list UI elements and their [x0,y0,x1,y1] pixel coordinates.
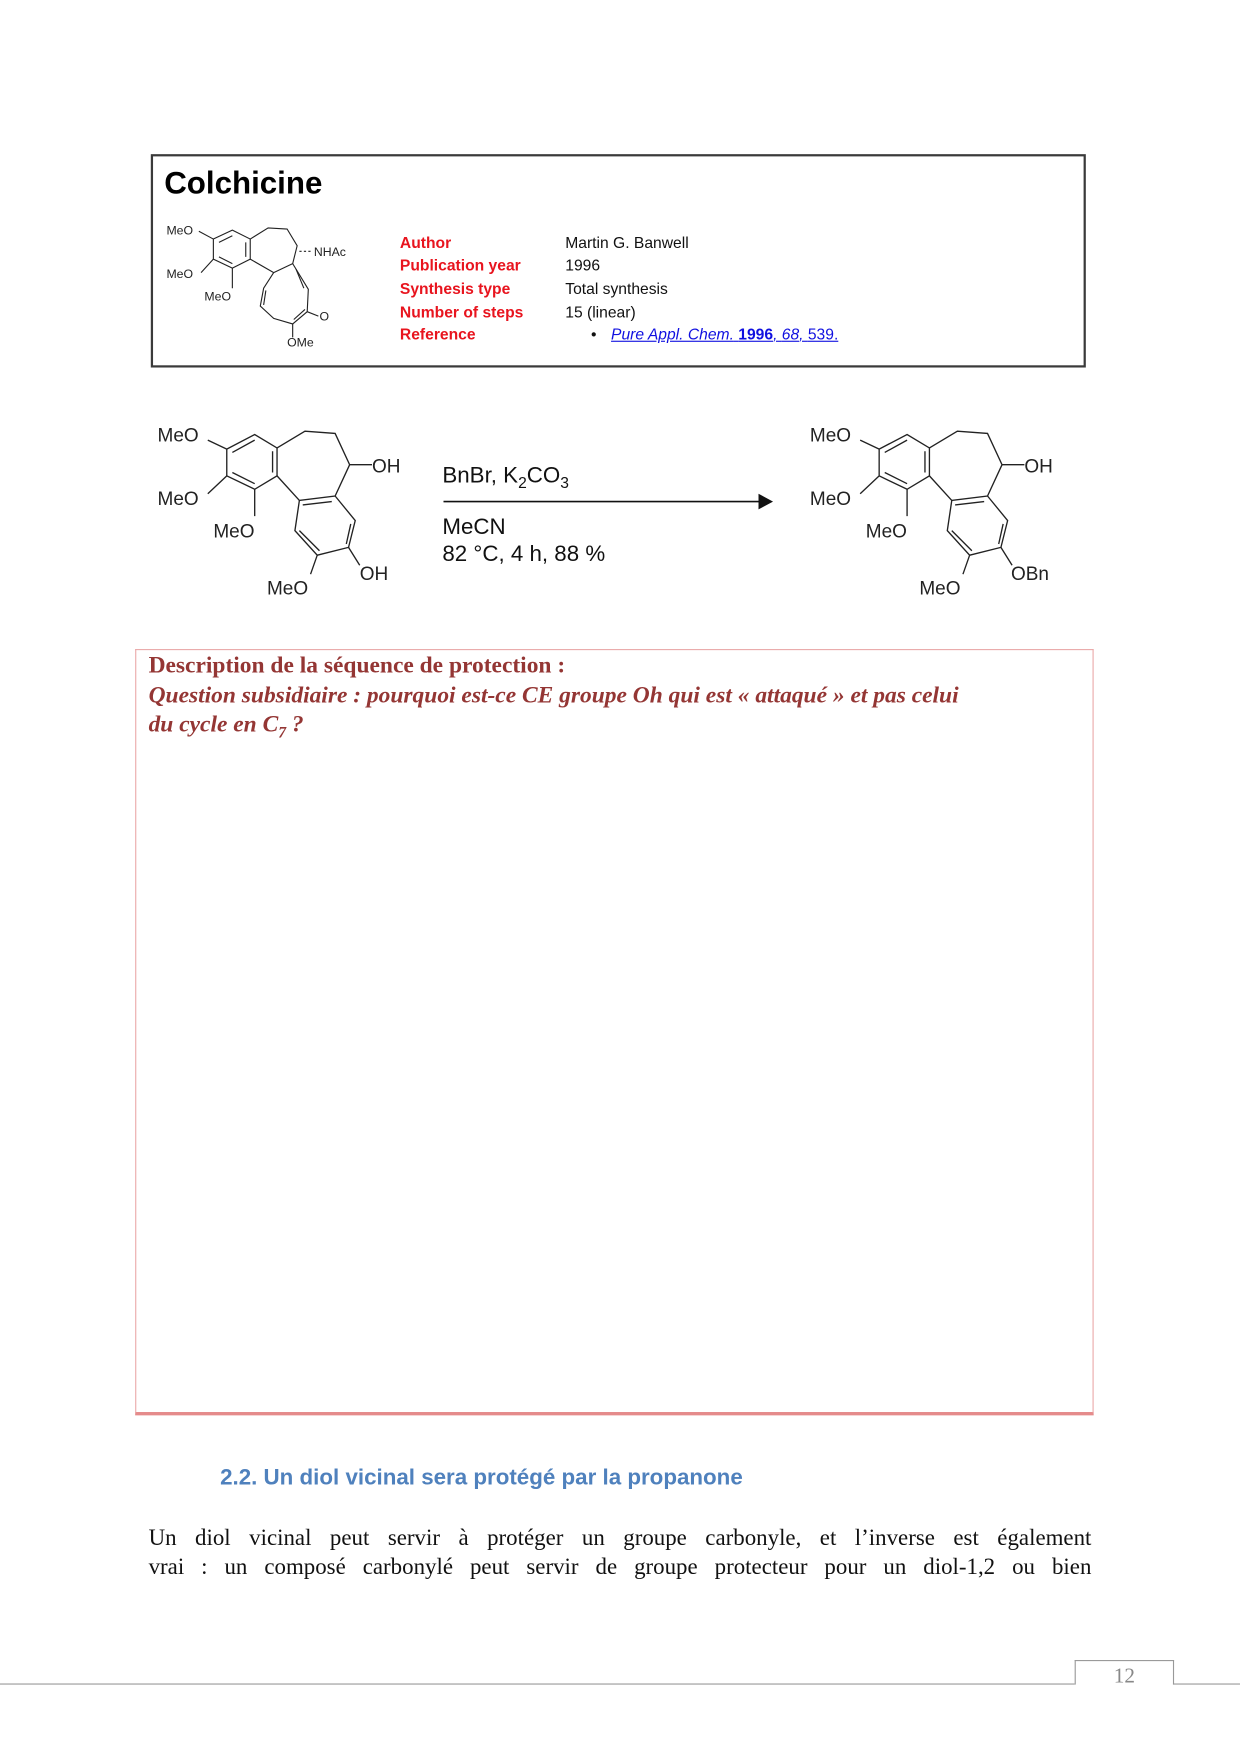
card-title: Colchicine [164,165,323,200]
journal: Pure Appl. Chem. [611,325,734,343]
year-value: 1996 [565,255,601,274]
synthesis-type-label: Synthesis type [399,279,511,298]
steps-value: 15 (linear) [565,302,636,321]
product-obn: OBn [1010,563,1049,585]
reactant-oh-2: OH [359,563,389,585]
question-line-1: Question subsidiaire : pourquoi est-ce CE groupe Oh qui est « attaqué » et pas celui [148,681,959,709]
reactant-oh-1: OH [371,456,401,478]
product-meo-1: MeO [809,425,852,447]
reactant-meo-2: MeO [157,488,199,510]
paragraph-line-1: Un diol vicinal peut servir à protéger un groupe carbonyle, et l’inverse est également [148,1525,1092,1551]
year-label: Publication year [399,255,521,274]
product-meo-3: MeO [865,521,907,543]
question-line-2: du cycle en $C_7$ ? [148,710,304,742]
reactant-structure [208,431,372,574]
product-structure [860,431,1024,574]
body-paragraph [149,1524,1092,1582]
reference-link-text[interactable]: Pure Appl. Chem. 1996, 68, 539. [611,325,839,343]
colchicine-meo-3: MeO [204,289,232,304]
reactant-meo-1: MeO [157,425,199,447]
colchicine-nhac: NHAc [313,244,346,259]
author-value: Martin G. Banwell [565,233,689,252]
reactant-meo-3: MeO [213,521,255,543]
ref-year: 1996 [738,325,774,343]
product-meo-4: MeO [919,578,961,600]
answer-heading: Description de la séquence de protection : [148,651,566,679]
colchicine-ketone-o: O [319,309,330,324]
synthesis-type-value: Total synthesis [565,279,668,298]
paragraph-line-2: vrai : un composé carbonylé peut servir de groupe protecteur pour un diol-1,2 ou bien [148,1555,1092,1580]
footer-rule-left [0,1683,1075,1684]
solvent: MeCN [442,513,506,539]
steps-label: Number of steps [399,302,524,321]
colchicine-meo-2: MeO [166,267,194,282]
author-label: Author [399,233,452,252]
colchicine-meo-1: MeO [166,223,194,238]
page-number: 12 [1075,1660,1174,1685]
reference-bullet: • [590,325,597,343]
product-meo-2: MeO [809,488,852,510]
structures-drawing [0,0,1240,693]
colchicine-ome: OMe [287,335,314,350]
colchicine-structure [199,228,319,337]
ref-volume: 68 [781,325,800,343]
reaction-arrow [443,494,773,510]
section-heading: 2.2. Un diol vicinal sera protégé par la propanone [220,1465,743,1491]
conditions: 82 °C, 4 h, 88 % [442,540,606,566]
reference-label: Reference [399,325,476,343]
reactant-meo-4: MeO [266,578,309,600]
product-oh: OH [1024,456,1053,478]
reagents: BnBr, $K_2CO_3$ [442,462,569,493]
answer-box[interactable] [135,649,1093,1415]
footer-rule-right [1173,1683,1240,1684]
ref-page: 539. [807,325,839,343]
